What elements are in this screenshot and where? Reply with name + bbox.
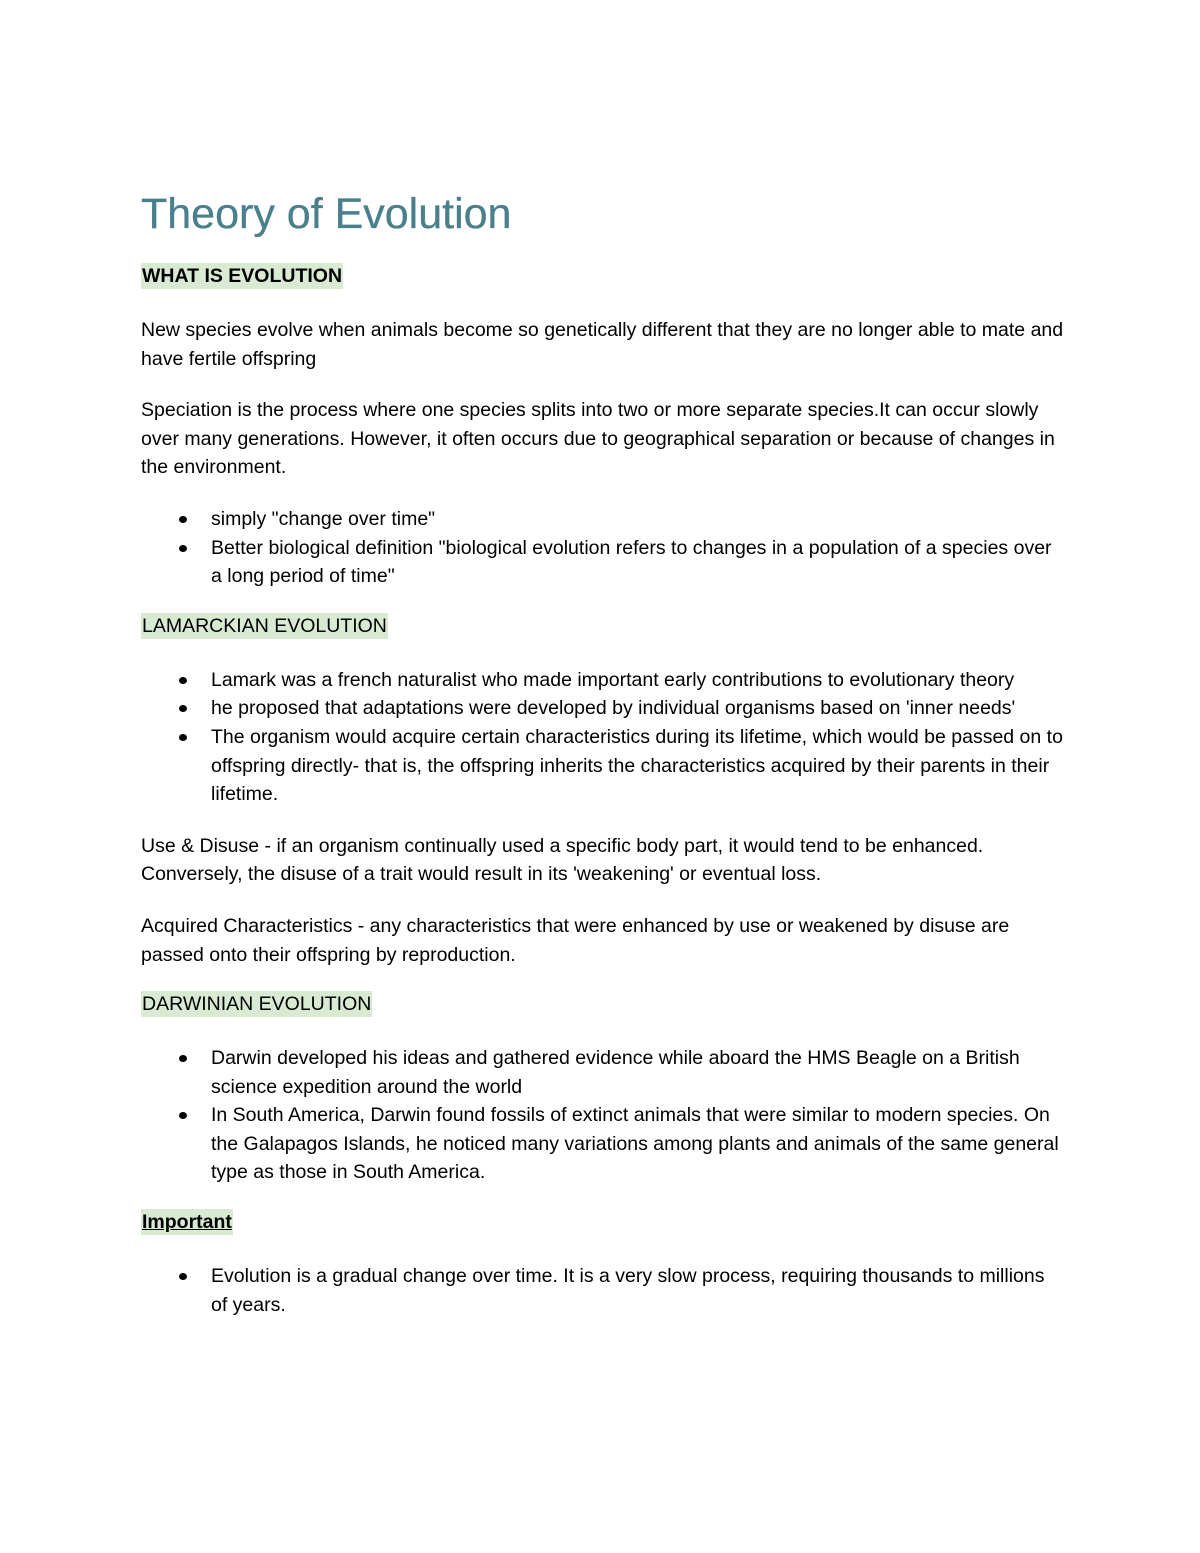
list-item-text: he proposed that adaptations were developed by individual organisms based on 'inner needs'	[211, 697, 1016, 720]
list-item-text: simply "change over time"	[211, 507, 436, 530]
list-item-text: Evolution is a gradual change over time. It is a very slow process, requiring thousands to millions of years.	[211, 1265, 1045, 1316]
list-item	[141, 1044, 1066, 1101]
document-title: Theory of Evolution	[141, 190, 512, 238]
section-heading-darwinian	[141, 992, 1066, 1016]
list-item-text: Lamark was a french naturalist who made important early contributions to evolutionary theory	[211, 668, 1015, 691]
bullet-icon	[179, 1273, 187, 1280]
section-heading-what-is-evolution	[141, 264, 1066, 288]
bullet-icon	[179, 516, 187, 523]
list-item-text: Darwin developed his ideas and gathered evidence while aboard the HMS Beagle on a British science expedition around the world	[211, 1047, 1020, 1098]
list-item	[141, 1101, 1066, 1187]
paragraph-acquired-characteristics: Acquired Characteristics - any characteristics that were enhanced by use or weakened by disuse are passed onto their offspring by reproduction.	[141, 914, 1010, 966]
bullet-icon	[179, 705, 187, 712]
bullet-icon	[179, 1055, 187, 1062]
list-item	[141, 534, 1066, 591]
bullet-icon	[179, 545, 187, 552]
bullet-icon	[179, 734, 187, 741]
heading-text: LAMARCKIAN EVOLUTION	[142, 614, 387, 637]
list-item	[141, 1262, 1066, 1319]
paragraph-use-disuse: Use & Disuse - if an organism continually used a specific body part, it would tend to be enhanced. Conversely, the disuse of a trait would result in its 'weakening' or eventual loss.	[141, 834, 984, 886]
section-heading-important	[141, 1210, 1066, 1234]
list-item	[141, 723, 1066, 809]
bullet-list-darwinian	[141, 1044, 1066, 1187]
paragraph-speciation: Speciation is the process where one species splits into two or more separate species.It can occur slowly over many generations. However, it often occurs due to geographical separation or because of changes in the environment.	[141, 399, 1055, 479]
document-page	[141, 188, 1066, 1342]
list-item	[141, 694, 1066, 723]
heading-text: DARWINIAN EVOLUTION	[142, 993, 372, 1016]
heading-text: Important	[142, 1211, 232, 1234]
list-item	[141, 666, 1066, 695]
list-item	[141, 505, 1066, 534]
bullet-icon	[179, 677, 187, 684]
list-item-text: Better biological definition "biological evolution refers to changes in a population of a species over a long period of time"	[211, 536, 1052, 588]
bullet-icon	[179, 1112, 187, 1119]
list-item-text: The organism would acquire certain characteristics during its lifetime, which would be passed on to offspring directly- that is, the offspring inherits the characteristics acquired by their parents in their lifetime.	[211, 725, 1063, 806]
list-item-text: In South America, Darwin found fossils of extinct animals that were similar to modern species. On the Galapagos Islands, he noticed many variations among plants and animals of the same general type as those in South America.	[211, 1104, 1059, 1184]
heading-text: WHAT IS EVOLUTION	[142, 265, 343, 287]
bullet-list-evolution	[141, 505, 1066, 591]
paragraph-new-species: New species evolve when animals become so genetically different that they are no longer able to mate and have fertile offspring	[141, 319, 1064, 370]
bullet-list-important	[141, 1262, 1066, 1319]
section-heading-lamarckian	[141, 614, 1066, 638]
bullet-list-lamarckian	[141, 666, 1066, 809]
